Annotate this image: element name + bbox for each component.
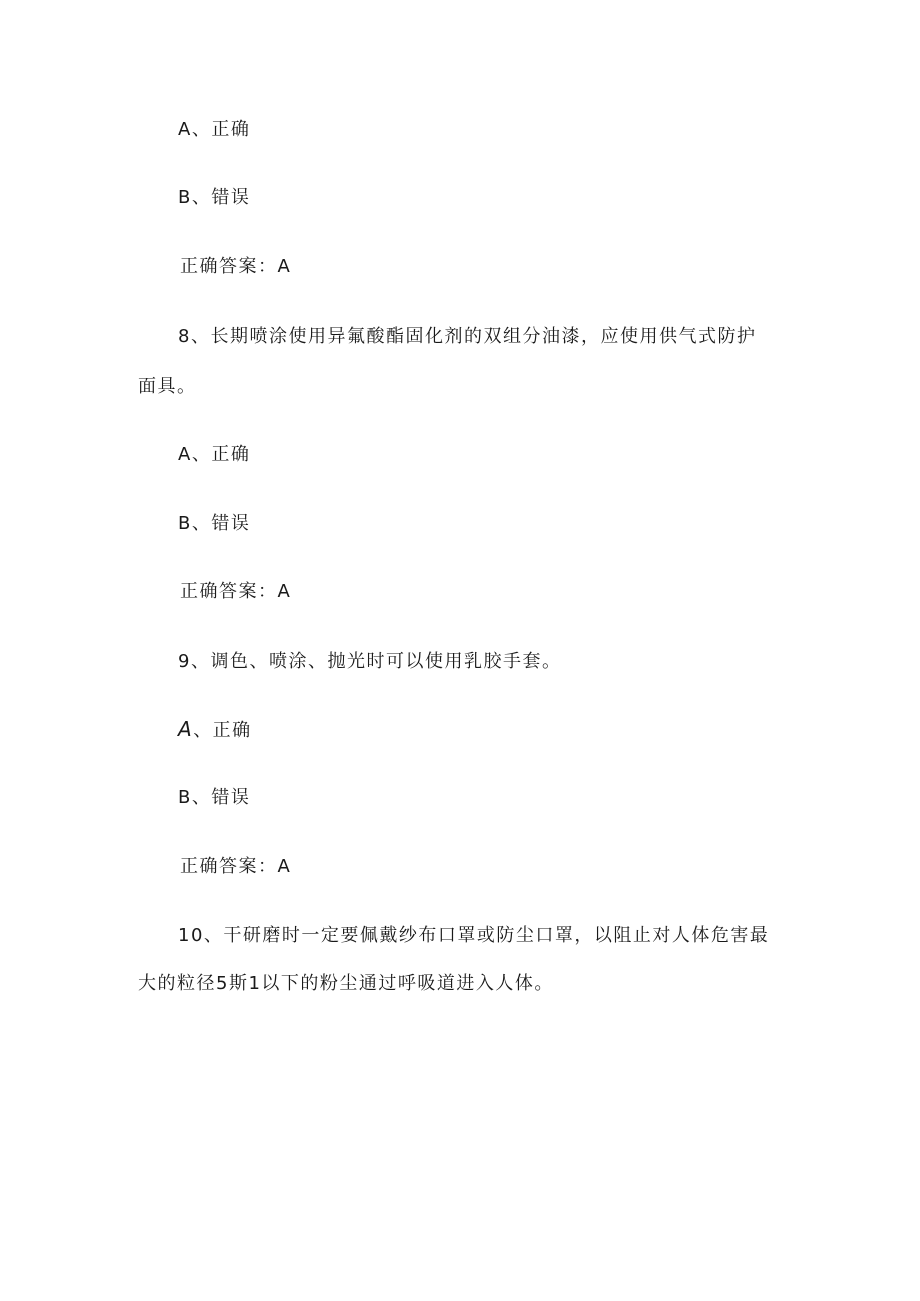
q8-option-a: A、正确 xyxy=(178,444,251,465)
q8-answer: 正确答案：A xyxy=(180,581,292,602)
q9-option-a xyxy=(178,717,252,743)
q9-option-b: B、错误 xyxy=(178,787,251,808)
prev-answer: 正确答案：A xyxy=(180,256,292,277)
q9-option-a-letter: A xyxy=(178,717,194,741)
q8-text-line2: 面具。 xyxy=(138,376,197,397)
q9-answer: 正确答案：A xyxy=(180,856,292,877)
q9-text-line1: 9、调色、喷涂、抛光时可以使用乳胶手套。 xyxy=(178,651,562,672)
prev-option-a: A、正确 xyxy=(178,119,251,140)
prev-option-b: B、错误 xyxy=(178,187,251,208)
q10-text-line2: 大的粒径5斯1以下的粉尘通过呼吸道进入人体。 xyxy=(138,973,554,994)
q10-text-line1: 10、干研磨时一定要佩戴纱布口罩或防尘口罩，以阻止对人体危害最 xyxy=(178,925,770,946)
q8-text-line1: 8、长期喷涂使用异氟酸酯固化剂的双组分油漆，应使用供气式防护 xyxy=(178,326,757,347)
q8-option-b: B、错误 xyxy=(178,513,251,534)
q9-option-a-text: 、正确 xyxy=(193,720,252,741)
